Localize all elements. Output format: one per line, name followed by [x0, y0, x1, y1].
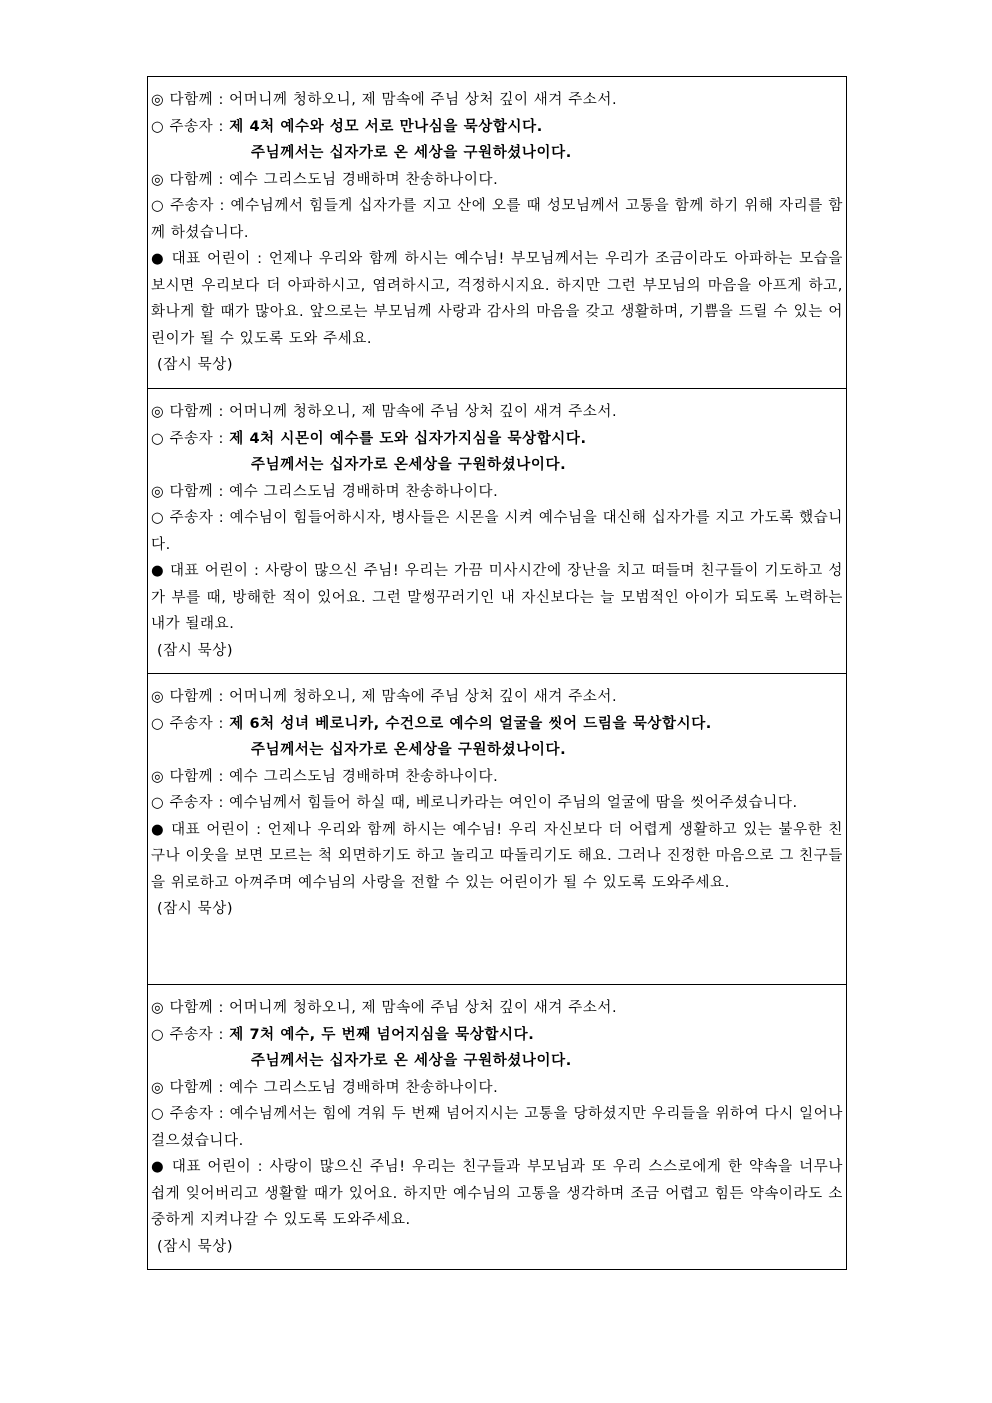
- all-adore-line: ◎ 다함께 : 예수 그리스도님 경배하며 찬송하나이다.: [151, 1079, 499, 1096]
- leader-title-line: [151, 426, 843, 453]
- station-subtitle: 주님께서는 십자가로 온 세상을 구원하셨나이다.: [251, 145, 572, 161]
- all-response-line: ◎ 다함께 : 어머니께 청하오니, 제 맘속에 주님 상처 깊이 새겨 주소서.: [151, 92, 618, 108]
- all-response-line: ◎ 다함께 : 어머니께 청하오니, 제 맘속에 주님 상처 깊이 새겨 주소서.: [151, 1000, 618, 1016]
- silence-note: (잠시 묵상): [157, 357, 234, 373]
- all-response-line: ◎ 다함께 : 어머니께 청하오니, 제 맘속에 주님 상처 깊이 새겨 주소서.: [151, 689, 618, 705]
- all-adore-line: ◎ 다함께 : 예수 그리스도님 경배하며 찬송하나이다.: [151, 483, 499, 500]
- stations-table: [147, 76, 847, 1270]
- station-title: 제 7처 예수, 두 번째 넘어지심을 묵상합시다.: [229, 1026, 535, 1043]
- station-title: 제 6처 성녀 베로니카, 수건으로 예수의 얼굴을 씻어 드림을 묵상합시다.: [229, 715, 712, 732]
- leader-title-line: [151, 114, 843, 141]
- all-adore-line: ◎ 다함께 : 예수 그리스도님 경배하며 찬송하나이다.: [151, 171, 499, 188]
- leader-label: ○ 주송자 :: [151, 118, 230, 135]
- leader-narration: ○ 주송자 : 예수님께서는 힘에 겨워 두 번째 넘어지시는 고통을 당하셨지만 우리들을 위하여 다시 일어나 걸으셨습니다.: [151, 1106, 843, 1149]
- station-subtitle: 주님께서는 십자가로 온세상을 구원하셨나이다.: [251, 742, 567, 758]
- station-subtitle: 주님께서는 십자가로 온세상을 구원하셨나이다.: [251, 457, 567, 473]
- silence-note: (잠시 묵상): [157, 901, 234, 917]
- leader-narration: ○ 주송자 : 예수님께서 힘들게 십자가를 지고 산에 오를 때 성모님께서 고통을 함께 하기 위해 자리를 함께 하셨습니다.: [151, 198, 843, 241]
- station-cell: [148, 984, 846, 1269]
- all-adore-line: ◎ 다함께 : 예수 그리스도님 경배하며 찬송하나이다.: [151, 768, 499, 785]
- silence-note: (잠시 묵상): [157, 1238, 234, 1255]
- leader-narration: ○ 주송자 : 예수님께서 힘들어 하실 때, 베로니카라는 여인이 주님의 얼굴에 땀을 씻어주셨습니다.: [151, 795, 798, 811]
- child-prayer: ● 대표 어린이 : 사랑이 많으신 주님! 우리는 가끔 미사시간에 장난을 치고 떠들며 친구들이 기도하고 성가 부를 때, 방해한 적이 있어요. 그런 말썽꾸러기인 내 자신보다는 늘 모범적인 아이가 되도록 노력하는 내가 될래요.: [151, 563, 843, 632]
- station-title: 제 4처 시몬이 예수를 도와 십자가지심을 묵상합시다.: [229, 430, 587, 447]
- child-prayer: ● 대표 어린이 : 언제나 우리와 함께 하시는 예수님! 부모님께서는 우리가 조금이라도 아파하는 모습을 보시면 우리보다 더 아파하시고, 염려하시고, 걱정하시지요. 하지만 그런 부모님의 마음을 아프게 하고, 화나게 할 때가 많아요. 앞으로는 부모님께 사랑과 감사의 마음을 갖고 생활하며, 기쁨을 드릴 수 있는 어린이가 될 수 있도록 도와 주세요.: [151, 251, 843, 347]
- leader-label: ○ 주송자 :: [151, 430, 230, 447]
- leader-title-line: [151, 1022, 843, 1049]
- station-title: 제 4처 예수와 성모 서로 만나심을 묵상합시다.: [229, 118, 543, 135]
- station-cell: [148, 673, 846, 984]
- child-prayer: ● 대표 어린이 : 사랑이 많으신 주님! 우리는 친구들과 부모님과 또 우리 스스로에게 한 약속을 너무나 쉽게 잊어버리고 생활할 때가 있어요. 하지만 예수님의 고통을 생각하며 조금 어렵고 힘든 약속이라도 소중하게 지켜나갈 수 있도록 도와주세요.: [151, 1159, 843, 1228]
- leader-label: ○ 주송자 :: [151, 715, 230, 732]
- leader-label: ○ 주송자 :: [151, 1026, 230, 1043]
- silence-note: (잠시 묵상): [157, 642, 234, 659]
- station-subtitle: 주님께서는 십자가로 온 세상을 구원하셨나이다.: [251, 1053, 572, 1069]
- child-prayer: ● 대표 어린이 : 언제나 우리와 함께 하시는 예수님! 우리 자신보다 더 어렵게 생활하고 있는 불우한 친구나 이웃을 보면 모르는 척 외면하기도 하고 놀리고 따돌리기도 해요. 그러나 진정한 마음으로 그 친구들을 위로하고 아껴주며 예수님의 사랑을 전할 수 있는 어린이가 될 수 있도록 도와주세요.: [151, 821, 843, 891]
- leader-title-line: [151, 711, 843, 738]
- all-response-line: ◎ 다함께 : 어머니께 청하오니, 제 맘속에 주님 상처 깊이 새겨 주소서.: [151, 404, 618, 420]
- leader-narration: ○ 주송자 : 예수님이 힘들어하시자, 병사들은 시몬을 시켜 예수님을 대신해 십자가를 지고 가도록 했습니다.: [151, 510, 843, 553]
- station-cell: [148, 388, 846, 673]
- station-cell: [148, 77, 846, 388]
